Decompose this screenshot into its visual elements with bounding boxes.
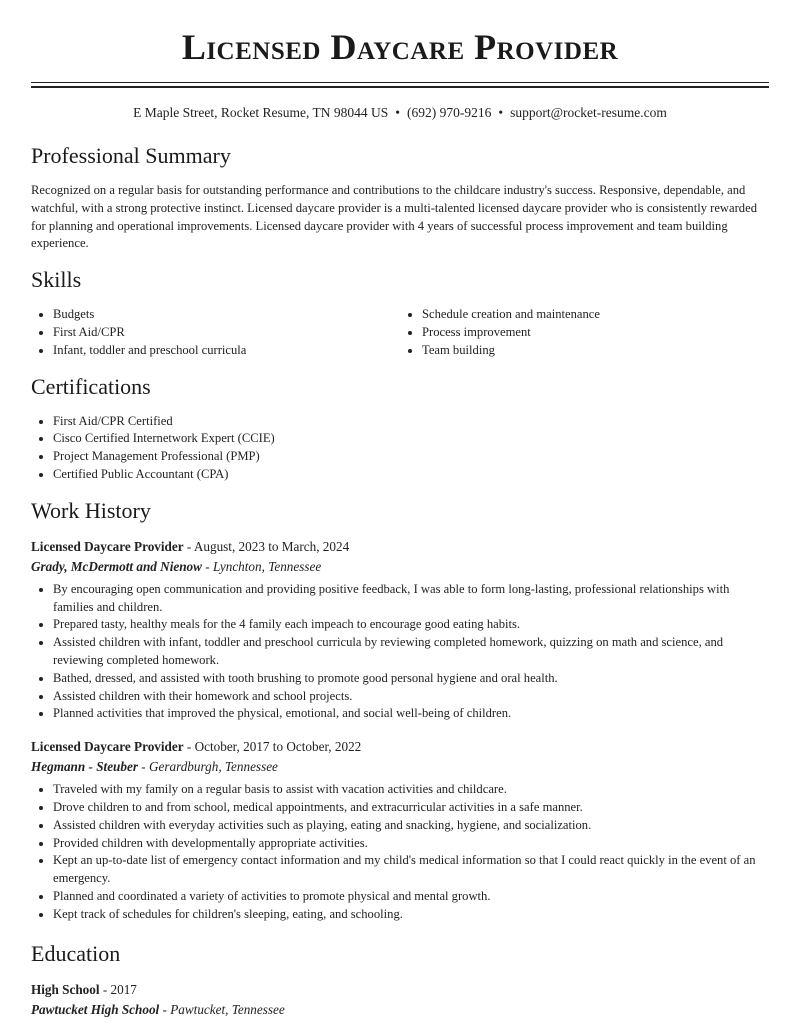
job-bullet: • Planned and coordinated a variety of activities to promote physical and mental growth.: [53, 888, 769, 906]
certification-item: • Certified Public Accountant (CPA): [53, 466, 769, 484]
skills-list-right: [400, 306, 769, 359]
skill-item: • Schedule creation and maintenance: [422, 306, 769, 324]
job-bullet: • Assisted children with infant, toddler and preschool curricula by reviewing completed homework, quizzing on math and science, and reviewing completed homework.: [53, 634, 769, 670]
resume-content: [31, 140, 769, 1020]
job-bullets: [31, 581, 769, 723]
education-school-line: [31, 1000, 769, 1020]
work-history-section: [31, 495, 769, 924]
job-title-line: [31, 737, 769, 757]
contact-phone: (692) 970-9216: [406, 105, 492, 120]
job-bullet: • Kept track of schedules for children's sleeping, eating, and schooling.: [53, 906, 769, 924]
job-company-line: [31, 757, 769, 777]
job-bullet: • Planned activities that improved the physical, emotional, and social well-being of children.: [53, 705, 769, 723]
header-divider-thin: [31, 82, 769, 83]
certification-item: • Cisco Certified Internetwork Expert (CCIE): [53, 430, 769, 448]
job-company: Hegmann - Steuber: [31, 759, 138, 775]
job-bullets: [31, 781, 769, 923]
skills-section: [31, 264, 769, 359]
certifications-heading: Certifications: [31, 373, 151, 399]
job-dates: - October, 2017 to October, 2022: [183, 739, 362, 755]
contact-separator: •: [395, 105, 400, 120]
education-degree-line: [31, 980, 769, 1000]
skills-heading: Skills: [31, 267, 82, 293]
education-school: Pawtucket High School: [31, 1001, 160, 1017]
skill-item: • Budgets: [53, 306, 400, 324]
skills-columns: [31, 306, 769, 359]
job-entry: [31, 537, 769, 723]
header-divider-thick: [31, 86, 769, 88]
job-bullet: • By encouraging open communication and providing positive feedback, I was able to form long-lasting, professional relationships with families and children.: [53, 581, 769, 617]
contact-line: [0, 105, 800, 121]
job-title: Licensed Daycare Provider: [31, 739, 184, 755]
certifications-section: [31, 371, 769, 484]
job-bullet: • Drove children to and from school, medical appointments, and extracurricular activities in a safe manner.: [53, 799, 769, 817]
education-heading: Education: [31, 940, 121, 966]
job-bullet: • Bathed, dressed, and assisted with tooth brushing to promote good personal hygiene and oral health.: [53, 670, 769, 688]
skills-list-left: [31, 306, 400, 359]
resume-name: Licensed Daycare Provider: [181, 27, 619, 67]
job-entry: [31, 737, 769, 923]
skill-item: • First Aid/CPR: [53, 324, 400, 342]
job-bullet: • Assisted children with everyday activities such as playing, eating and snacking, hygiene, and socialization.: [53, 817, 769, 835]
job-title: Licensed Daycare Provider: [31, 538, 184, 554]
work-history-heading: Work History: [31, 497, 151, 523]
contact-address: E Maple Street, Rocket Resume, TN 98044 US: [133, 105, 389, 120]
job-dates: - August, 2023 to March, 2024: [183, 538, 350, 554]
job-bullet: • Provided children with developmentally appropriate activities.: [53, 835, 769, 853]
certifications-list: [31, 413, 769, 484]
skill-item: • Infant, toddler and preschool curricula: [53, 342, 400, 360]
job-bullet: • Prepared tasty, healthy meals for the 4 family each impeach to encourage good eating habits.: [53, 616, 769, 634]
summary-section: [31, 140, 769, 253]
certification-item: • First Aid/CPR Certified: [53, 413, 769, 431]
education-location: - Pawtucket, Tennessee: [159, 1001, 285, 1017]
summary-text: Recognized on a regular basis for outstanding performance and contributions to the childcare industry's success. Responsive, dependable, and watchful, with a strong protective instinct. Licensed daycare provider is a multi-talented licensed daycare provider who is consistently rewarded for planning and operational improvements. Licensed daycare provider with 4 years of successful process improvement and team building experience.: [31, 183, 757, 251]
job-company-line: [31, 557, 769, 577]
job-bullet: • Kept an up-to-date list of emergency contact information and my child's medical information so that I could react quickly in the event of an emergency.: [53, 852, 769, 888]
job-location: - Lynchton, Tennessee: [201, 558, 322, 574]
job-bullet: • Traveled with my family on a regular basis to assist with vacation activities and childcare.: [53, 781, 769, 799]
skill-item: • Process improvement: [422, 324, 769, 342]
education-section: [31, 938, 769, 1020]
certification-item: • Project Management Professional (PMP): [53, 448, 769, 466]
job-location: - Gerardburgh, Tennessee: [137, 759, 278, 775]
contact-email[interactable]: support@rocket-resume.com: [510, 105, 667, 120]
job-title-line: [31, 537, 769, 557]
education-degree: High School: [31, 981, 100, 997]
education-year: - 2017: [99, 981, 137, 997]
job-company: Grady, McDermott and Nienow: [31, 558, 202, 574]
contact-separator: •: [498, 105, 504, 120]
job-bullet: • Assisted children with their homework and school projects.: [53, 688, 769, 706]
summary-heading: Professional Summary: [31, 143, 231, 168]
skill-item: • Team building: [422, 342, 769, 360]
